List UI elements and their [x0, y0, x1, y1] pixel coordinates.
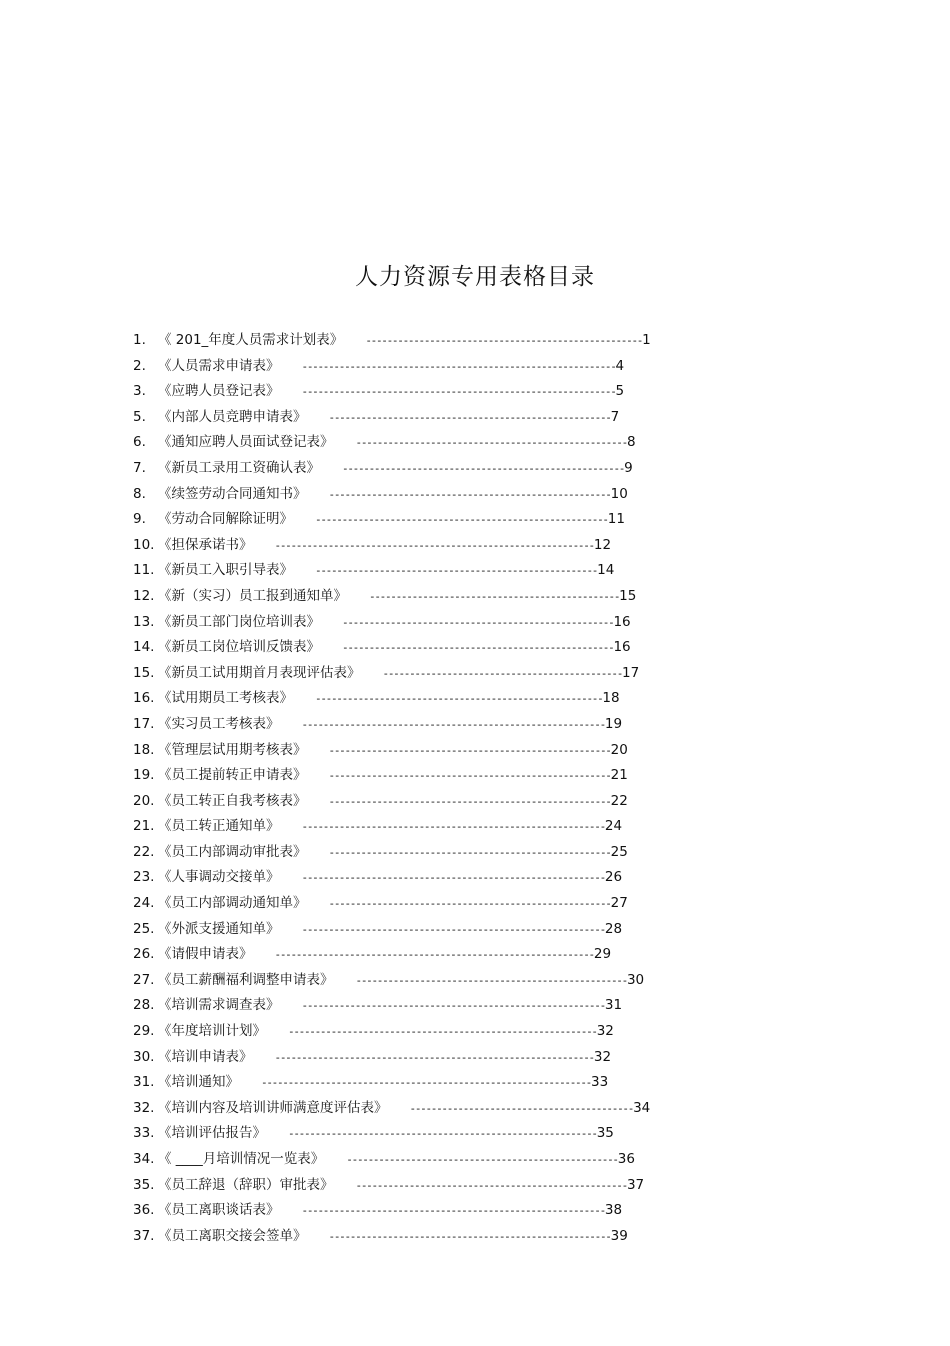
toc-entry-leader: ---------------------------------------------------------- [288, 1127, 597, 1141]
toc-entry-leader: ----------------------------------------------------- [315, 564, 598, 578]
toc-entry [133, 558, 693, 584]
toc-entry-number: 12. [133, 587, 155, 604]
toc-entry [133, 354, 693, 380]
toc-entry-page: 19 [604, 715, 623, 732]
toc-entry-leader: ------------------------------------------ [409, 1101, 634, 1115]
toc-entry [133, 840, 693, 866]
toc-entry-leader: ------------------------------------------------------------ [274, 948, 594, 962]
toc-entry-number: 10. [133, 536, 155, 553]
toc-entry-number: 33. [133, 1125, 155, 1142]
toc-entry-title: 《实习员工考核表》 [158, 715, 280, 732]
toc-entry-title: 《员工薪酬福利调整申请表》 [158, 971, 334, 988]
toc-entry-number: 17. [133, 715, 155, 732]
toc-entry-page: 7 [610, 408, 620, 425]
toc-entry-page: 30 [626, 971, 645, 988]
toc-entry-leader: ------------------------------------------------------------ [274, 1050, 594, 1064]
toc-entry-title: 《培训需求调查表》 [158, 997, 280, 1014]
toc-entry-leader: --------------------------------------------------------- [301, 999, 605, 1013]
toc-entry-leader: --------------------------------------------- [382, 666, 623, 680]
toc-entry-page: 16 [613, 639, 631, 656]
toc-entry-page: 14 [597, 562, 615, 579]
toc-entry-leader: --------------------------------------------------- [342, 641, 614, 655]
toc-entry [133, 1198, 693, 1224]
toc-entry [133, 482, 693, 508]
toc-entry-page: 17 [622, 664, 640, 681]
toc-entry [133, 533, 693, 559]
toc-entry-number: 37. [133, 1227, 155, 1244]
toc-entry-leader: --------------------------------------------------- [346, 1153, 618, 1166]
toc-entry [133, 1045, 693, 1071]
toc-entry [133, 1224, 693, 1250]
toc-entry [133, 789, 693, 815]
toc-entry-leader: ----------------------------------------------------------- [301, 385, 616, 399]
toc-entry-leader: ----------------------------------------------------- [328, 487, 611, 501]
toc-entry [133, 379, 693, 405]
toc-entry [133, 738, 693, 764]
toc-entry-page: 39 [610, 1227, 628, 1244]
toc-entry-title: 《新员工试用期首月表现评估表》 [158, 664, 361, 681]
toc-entry-leader: ---------------------------------------------------- [365, 334, 643, 347]
toc-entry [133, 1147, 693, 1173]
toc-entry-number: 13. [133, 613, 155, 630]
toc-entry [133, 635, 693, 661]
toc-entry [133, 405, 693, 431]
toc-entry-title: 《外派支援通知单》 [158, 920, 280, 937]
toc-entry-leader: --------------------------------------------------------- [301, 871, 605, 885]
toc-entry-page: 11 [607, 511, 625, 528]
toc-entry-leader: ------------------------------------------------------ [315, 692, 603, 706]
toc-entry-leader: ----------------------------------------------------- [328, 743, 611, 757]
toc-entry-page: 18 [602, 690, 620, 707]
toc-entry-page: 12 [593, 536, 612, 553]
toc-entry [133, 968, 693, 994]
toc-entry-title: 《新员工录用工资确认表》 [158, 459, 320, 476]
toc-entry-leader: --------------------------------------------------------- [301, 922, 605, 936]
toc-entry [133, 1019, 693, 1045]
toc-entry-page: 32 [593, 1048, 612, 1065]
toc-entry [133, 942, 693, 968]
toc-entry-leader: ----------------------------------------------------- [342, 461, 625, 475]
toc-entry [133, 1070, 693, 1096]
toc-entry [133, 584, 693, 610]
toc-entry-title: 《新（实习）员工报到通知单》 [158, 587, 347, 604]
toc-entry-page: 22 [610, 792, 628, 809]
toc-entry-number: 30. [133, 1048, 155, 1065]
toc-entry-title: 《人员需求申请表》 [158, 357, 280, 374]
toc-entry-title: 《培训通知》 [158, 1074, 239, 1091]
toc-entry-title: 《员工辞退（辞职）审批表》 [158, 1176, 334, 1193]
toc-entry-title: 《应聘人员登记表》 [158, 383, 280, 400]
toc-entry-title: 《请假申请表》 [158, 946, 253, 963]
toc-entry-page: 36 [617, 1151, 635, 1167]
toc-entry [133, 763, 693, 789]
toc-entry-number: 19. [133, 767, 155, 784]
toc-entry-title: 《人事调动交接单》 [158, 869, 280, 886]
toc-entry [133, 686, 693, 712]
toc-entry [133, 1121, 693, 1147]
toc-entry-leader: --------------------------------------------------- [355, 1178, 627, 1192]
toc-entry-page: 31 [604, 997, 623, 1014]
toc-entry-title: 《劳动合同解除证明》 [158, 511, 293, 528]
toc-entry-number: 24. [133, 895, 155, 912]
toc-entry-page: 25 [610, 843, 628, 860]
toc-entry-title: 《管理层试用期考核表》 [158, 741, 307, 758]
toc-entry-page: 35 [596, 1125, 614, 1142]
toc-entry-number: 9. [133, 511, 146, 528]
toc-entry-title: 《担保承诺书》 [158, 536, 253, 553]
toc-entry [133, 993, 693, 1019]
toc-entry-title: 《新员工部门岗位培训表》 [158, 613, 320, 630]
toc-entry-title: 《续签劳动合同通知书》 [158, 485, 307, 502]
toc-entry-leader: ----------------------------------------------------- [328, 769, 611, 783]
toc-entry-title: 《通知应聘人员面试登记表》 [158, 434, 334, 451]
toc-entry [133, 917, 693, 943]
toc-entry [133, 430, 693, 456]
toc-entry-page: 28 [604, 920, 623, 937]
toc-entry-number: 36. [133, 1202, 155, 1219]
toc-entry-title: 《员工离职交接会签单》 [158, 1227, 307, 1244]
toc-entry-title: 《 ____月培训情况一览表》 [158, 1151, 325, 1167]
toc-entry [133, 1096, 693, 1122]
toc-entry-number: 7. [133, 459, 146, 476]
toc-entry-title: 《 201_年度人员需求计划表》 [158, 332, 344, 348]
toc-entry-leader: -------------------------------------------------------------- [261, 1076, 591, 1090]
toc-entry-page: 1 [642, 332, 651, 348]
toc-entry [133, 712, 693, 738]
toc-entry-number: 14. [133, 639, 155, 656]
toc-entry-page: 21 [610, 767, 628, 784]
toc-entry-number: 11. [133, 562, 155, 579]
toc-entry-number: 1. [133, 332, 146, 348]
toc-entry-leader: ---------------------------------------------------------- [288, 1025, 597, 1039]
page-title: 人力资源专用表格目录 [355, 264, 595, 290]
toc-entry-leader: ----------------------------------------------------- [328, 897, 611, 911]
toc-entry [133, 507, 693, 533]
toc-entry [133, 661, 693, 687]
toc-entry-page: 24 [604, 818, 623, 835]
toc-entry-page: 29 [593, 946, 612, 963]
toc-entry-number: 6. [133, 434, 146, 451]
toc-entry-page: 34 [633, 1099, 651, 1116]
toc-entry-page: 15 [619, 587, 637, 604]
toc-entry-leader: ----------------------------------------------------- [328, 410, 611, 424]
toc-entry-title: 《年度培训计划》 [158, 1023, 266, 1040]
toc-entry-title: 《员工转正自我考核表》 [158, 792, 307, 809]
toc-entry [133, 610, 693, 636]
toc-entry-number: 23. [133, 869, 155, 886]
toc-entry-number: 25. [133, 920, 155, 937]
toc-entry-page: 10 [610, 485, 628, 502]
toc-entry-page: 4 [615, 357, 625, 374]
toc-entry [133, 456, 693, 482]
toc-entry [133, 328, 693, 354]
toc-entry-title: 《员工转正通知单》 [158, 818, 280, 835]
toc-entry-number: 28. [133, 997, 155, 1014]
toc-entry-number: 29. [133, 1023, 155, 1040]
toc-entry-leader: --------------------------------------------------------- [301, 820, 605, 834]
toc-entry-number: 22. [133, 843, 155, 860]
toc-entry-page: 5 [615, 383, 625, 400]
toc-entry-number: 18. [133, 741, 155, 758]
toc-entry-page: 37 [626, 1176, 645, 1193]
toc-entry-number: 15. [133, 664, 155, 681]
toc-entry-leader: ------------------------------------------------------------ [274, 538, 594, 552]
toc-entry-title: 《新员工入职引导表》 [158, 562, 293, 579]
toc-entry-title: 《培训评估报告》 [158, 1125, 266, 1142]
toc-entry-number: 8. [133, 485, 146, 502]
table-of-contents [133, 328, 693, 1249]
toc-entry-page: 27 [610, 895, 628, 912]
toc-entry-leader: --------------------------------------------------------- [301, 717, 605, 731]
toc-entry-title: 《试用期员工考核表》 [158, 690, 293, 707]
toc-entry-number: 34. [133, 1151, 155, 1167]
toc-entry-page: 33 [591, 1074, 609, 1091]
toc-entry-number: 26. [133, 946, 155, 963]
toc-entry-page: 9 [624, 459, 633, 476]
toc-entry-number: 3. [133, 383, 146, 400]
toc-entry-leader: ----------------------------------------------------- [328, 1229, 611, 1243]
toc-entry-number: 2. [133, 357, 146, 374]
toc-entry-leader: --------------------------------------------------------- [301, 1204, 605, 1218]
toc-entry [133, 891, 693, 917]
toc-entry-title: 《员工内部调动通知单》 [158, 895, 307, 912]
toc-entry-number: 16. [133, 690, 155, 707]
toc-entry-title: 《员工离职谈话表》 [158, 1202, 280, 1219]
toc-entry-leader: ----------------------------------------------------- [328, 794, 611, 808]
toc-entry-page: 8 [626, 434, 636, 451]
toc-entry-leader: ----------------------------------------------------- [328, 845, 611, 859]
toc-entry-title: 《新员工岗位培训反馈表》 [158, 639, 320, 656]
toc-entry-page: 20 [610, 741, 628, 758]
toc-entry-title: 《培训内容及培训讲师满意度评估表》 [158, 1099, 388, 1116]
toc-entry-number: 21. [133, 818, 155, 835]
toc-entry-leader: ----------------------------------------------- [369, 589, 620, 603]
toc-entry-title: 《员工提前转正申请表》 [158, 767, 307, 784]
toc-entry-leader: --------------------------------------------------- [355, 436, 627, 450]
toc-entry-page: 38 [604, 1202, 623, 1219]
toc-entry-number: 20. [133, 792, 155, 809]
toc-entry-leader: --------------------------------------------------- [342, 615, 614, 629]
toc-entry-page: 32 [596, 1023, 614, 1040]
toc-entry-leader: ----------------------------------------------------------- [301, 359, 616, 373]
toc-entry [133, 865, 693, 891]
toc-entry-page: 16 [613, 613, 631, 630]
toc-entry-page: 26 [604, 869, 623, 886]
toc-entry-leader: ------------------------------------------------------- [315, 513, 608, 527]
toc-entry [133, 1173, 693, 1199]
toc-entry [133, 814, 693, 840]
toc-entry-title: 《培训申请表》 [158, 1048, 253, 1065]
toc-entry-title: 《内部人员竞聘申请表》 [158, 408, 307, 425]
toc-entry-number: 5. [133, 408, 146, 425]
toc-entry-number: 27. [133, 971, 155, 988]
toc-entry-number: 32. [133, 1099, 155, 1116]
toc-entry-leader: --------------------------------------------------- [355, 973, 627, 987]
toc-entry-number: 31. [133, 1074, 155, 1091]
toc-entry-number: 35. [133, 1176, 155, 1193]
toc-entry-title: 《员工内部调动审批表》 [158, 843, 307, 860]
